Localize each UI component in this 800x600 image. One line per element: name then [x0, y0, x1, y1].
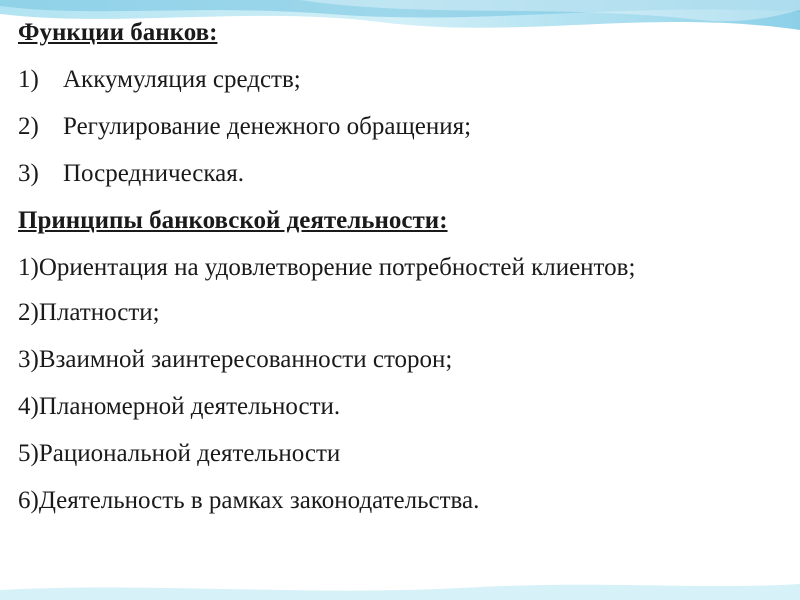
bottom-wave-decoration: [0, 560, 800, 600]
principles-heading: Принципы банковской деятельности:: [18, 207, 448, 234]
principle-item-2: 2)Платности;: [18, 299, 160, 326]
principle-item-6: 6)Деятельность в рамках законодательства.: [18, 487, 480, 514]
principle-item-4: 4)Планомерной деятельности.: [18, 393, 341, 420]
functions-heading: Функции банков:: [18, 19, 218, 46]
function-item-text: Регулирование денежного обращения;: [63, 113, 472, 140]
function-item-2: [18, 112, 781, 142]
principle-item-1: 1)Ориентация на удовлетворение потребностей клиентов;: [18, 254, 636, 281]
function-item-text: Аккумуляция средств;: [63, 66, 301, 93]
principle-item-3: 3)Взаимной заинтересованности сторон;: [18, 346, 453, 373]
slide-content: [18, 18, 781, 533]
principle-item-5: 5)Рациональной деятельности: [18, 440, 341, 467]
function-item-text: Посредническая.: [63, 160, 245, 187]
function-item-number: 3): [18, 160, 39, 187]
function-item-1: [18, 65, 781, 95]
function-item-number: 1): [18, 66, 39, 93]
function-item-number: 2): [18, 113, 39, 140]
function-item-3: [18, 159, 781, 189]
